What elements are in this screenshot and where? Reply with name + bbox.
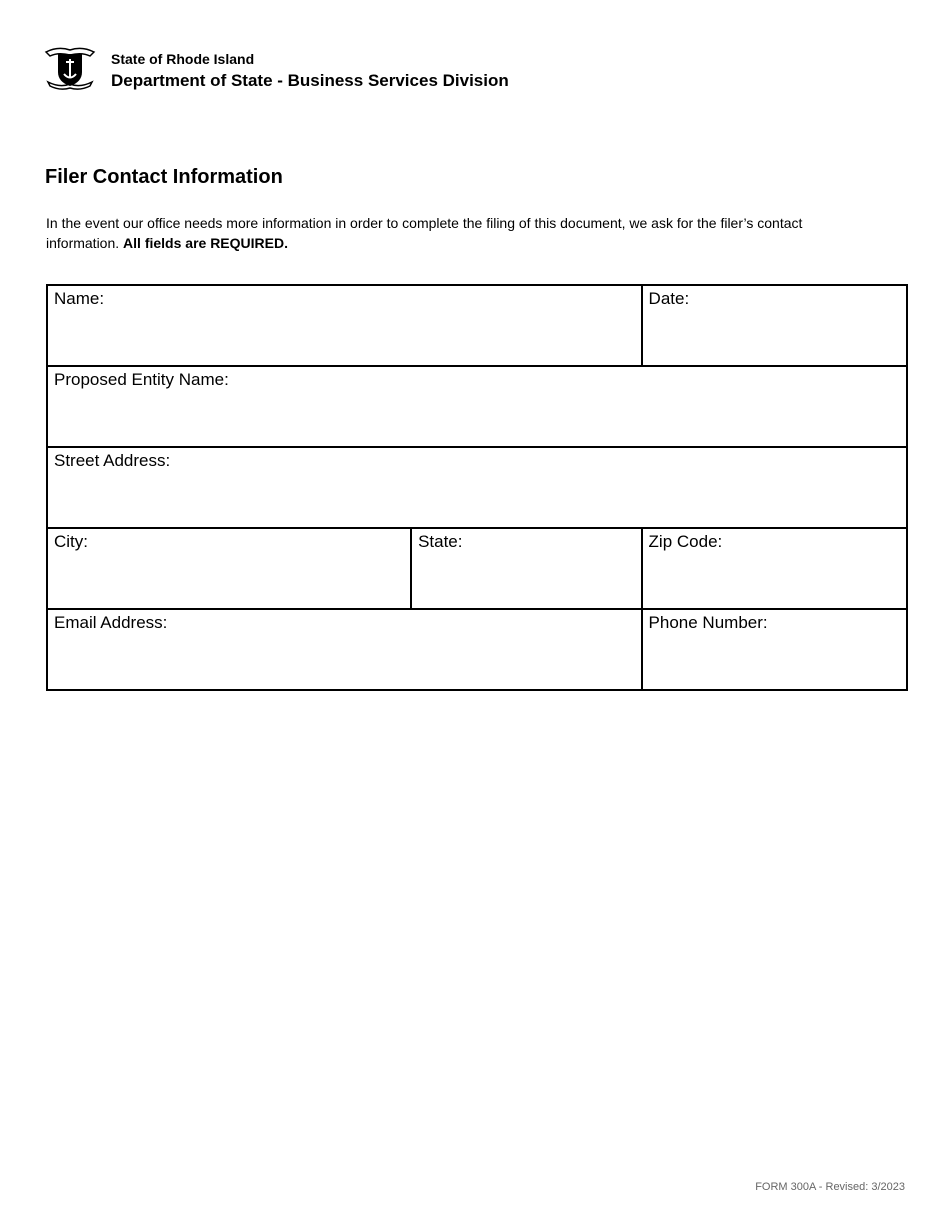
street-address-field[interactable] (47, 447, 907, 528)
name-field[interactable] (47, 285, 642, 366)
required-note: All fields are REQUIRED. (123, 235, 288, 251)
city-field[interactable] (47, 528, 411, 609)
date-label: Date: (648, 289, 690, 308)
intro-body: In the event our office needs more information in order to complete the filing of this document, we ask for the filer’s contact information. (46, 215, 803, 251)
state-field[interactable] (411, 528, 641, 609)
city-label: City: (54, 532, 88, 551)
phone-field[interactable] (642, 609, 907, 690)
name-label: Name: (54, 289, 105, 308)
street-address-label: Street Address: (54, 451, 171, 470)
date-field[interactable] (642, 285, 907, 366)
form-footer: FORM 300A - Revised: 3/2023 (755, 1181, 905, 1193)
intro-text (46, 213, 826, 253)
entity-name-field[interactable] (47, 366, 907, 447)
department-name: Department of State - Business Services Division (111, 71, 509, 90)
contact-form-table (46, 284, 908, 691)
entity-name-label: Proposed Entity Name: (54, 370, 229, 389)
zip-field[interactable] (642, 528, 907, 609)
phone-label: Phone Number: (648, 613, 768, 632)
state-label: State: (418, 532, 463, 551)
email-field[interactable] (47, 609, 642, 690)
email-label: Email Address: (54, 613, 168, 632)
page-title: Filer Contact Information (45, 166, 283, 188)
state-name: State of Rhode Island (111, 51, 255, 67)
state-seal-icon (44, 44, 96, 92)
zip-label: Zip Code: (648, 532, 723, 551)
